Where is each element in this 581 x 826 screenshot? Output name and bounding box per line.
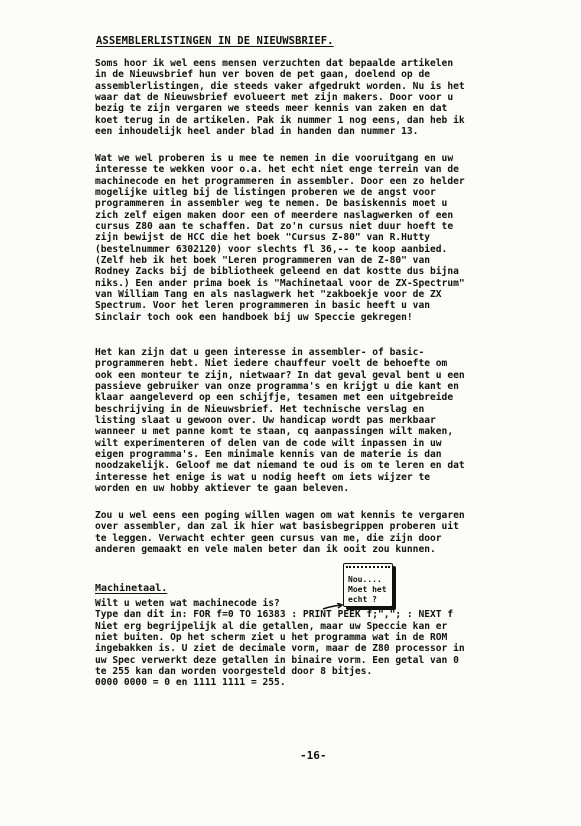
text-line: 0000 0000 = 0 en 1111 1111 = 255. (95, 677, 286, 689)
text-line: passieve gebruiker van onze programma's en krijgt u die kant en (95, 381, 459, 393)
text-line: Rodney Zacks bij de bibliotheek geleend en dat kostte dus bijna (95, 266, 459, 278)
text-line: eigen programma's. Een minimale kennis van de materie is dan (95, 449, 442, 461)
article-heading: ASSEMBLERLISTINGEN IN DE NIEUWSBRIEF. (96, 35, 334, 47)
text-line: Soms hoor ik wel eens mensen verzuchten dat bepaalde artikelen (95, 58, 454, 69)
text-line: niet buiten. Op het scherm ziet u het programma wat in de ROM (95, 632, 448, 644)
text-line: zijn bewijst de HCC die het boek "Cursus Z-80" van R.Hutty (95, 232, 431, 244)
text-line: worden en uw hobby aktiever te gaan beleven. (95, 483, 350, 495)
note-line: Nou.... (348, 575, 382, 584)
paragraph-1 (95, 58, 555, 137)
text-line: Niet erg begrijpelijk al die getallen, maar uw Speccie kan er (95, 620, 448, 632)
text-line: wanneer u met panne komt te staan, cq aanpassingen wilt maken, (95, 426, 454, 438)
text-line: listing slaat u gewoon over. Uw handicap wordt pas merkbaar (95, 415, 436, 427)
text-line: in de Nieuwsbrief hun ver boven de pet gaan, doelend op de (95, 69, 431, 81)
text-line: Wilt u weten wat machinecode is? (95, 598, 280, 609)
text-line: (bestelnummer 6302120) voor slechts fl 36,-- te koop aanbied. (95, 243, 448, 255)
text-line: anderen gemaakt en vele malen beter dan ik ooit zou kunnen. (95, 544, 436, 556)
text-line: programmeren hebt. Niet iedere chauffeur voelt de behoefte om (95, 358, 448, 370)
text-line: Sinclair toch ook een handboek bij uw Speccie gekregen! (95, 311, 413, 323)
text-line: Het kan zijn dat u geen interesse in assembler- of basic- (95, 347, 425, 358)
paragraph-3 (95, 347, 555, 494)
text-line: interesse het enige is wat u nodig heeft om iets wijzer te (95, 471, 431, 483)
text-line: Zou u wel eens een poging willen wagen om wat kennis te vergaren (95, 510, 465, 521)
section-title: Machinetaal. (95, 583, 168, 594)
code-line: Type dan dit in: FOR f=0 TO 16383 : PRINT PEEK f;","; : NEXT f (95, 609, 454, 621)
text-line: programmeren in assembler weg te nemen. De basiskennis moet u (95, 198, 448, 210)
text-line: noodzakelijk. Geloof me dat niemand te oud is om te leren en dat (95, 460, 465, 472)
text-line: mogelijke uitleg bij de listingen proberen we de angst voor (95, 187, 436, 199)
text-line: over assembler, dan zal ik hier wat basisbegrippen proberen uit (95, 521, 459, 533)
text-line: ook een monteur te zijn, nietwaar? In dat geval geval bent u een (95, 369, 465, 381)
text-line: Wat we wel proberen is u mee te nemen in die vooruitgang en uw (95, 153, 454, 164)
text-line: (Zelf heb ik het boek "Leren programmeren van de Z-80" van (95, 255, 431, 267)
text-line: van William Tang en als naslagwerk het "zakboekje voor de ZX (95, 289, 442, 301)
text-line: Spectrum. Voor het leren programmeren in basic heeft u van (95, 300, 431, 312)
page-number: -16- (300, 749, 327, 762)
note-line: Moet het (348, 585, 387, 594)
text-line: zich zelf eigen maken door een of meerdere naslagwerken of een (95, 209, 454, 221)
text-line: interesse te wekken voor o.a. het echt niet enge terrein van de (95, 164, 459, 176)
text-line: een inhoudelijk heel ander blad in handen dan nummer 13. (95, 126, 419, 138)
text-line: koet terug in de artikelen. Pak ik nummer 1 nog eens, dan heb ik (95, 114, 465, 126)
notepad-spiral (346, 566, 390, 573)
paragraph-2 (95, 153, 555, 323)
text-line: assemblerlistingen, die steeds vaker afgedrukt worden. Nu is het (95, 80, 465, 92)
text-line: klaar aangeleverd op een schijfje, tesamen met een uitgebreide (95, 392, 454, 404)
text-line: wilt experimenteren of delen van de code wilt inpassen in uw (95, 437, 442, 449)
text-line: uw Spec verwerkt deze getallen in binaire vorm. Een getal van 0 (95, 654, 459, 666)
text-line: waar dat de Nieuwsbrief evolueert met zijn makers. Door voor u (95, 92, 454, 104)
note-line: echt ? (348, 595, 377, 604)
text-line: beschrijving in de Nieuwsbrief. Het technische verslag en (95, 403, 425, 415)
text-line: te 255 kan dan worden voorgesteld door 8 bitjes. (95, 666, 373, 678)
text-line: machinecode en het programmeren in assembler. Door een zo helder (95, 175, 465, 187)
text-line: cursus Z80 aan te schaffen. Dat zo'n cursus niet duur hoeft te (95, 221, 454, 233)
text-line: te leggen. Verwacht echter geen cursus van me, die zijn door (95, 532, 442, 544)
text-line: bezig te zijn vergaren we steeds meer kennis van zaken en dat (95, 103, 448, 115)
section-body (95, 598, 555, 689)
text-line: ingebakken is. U ziet de decimale vorm, maar de Z80 processor in (95, 643, 465, 655)
paragraph-4 (95, 510, 555, 555)
text-line: niks.) Een ander prima boek is "Machinetaal voor de ZX-Spectrum" (95, 277, 465, 289)
